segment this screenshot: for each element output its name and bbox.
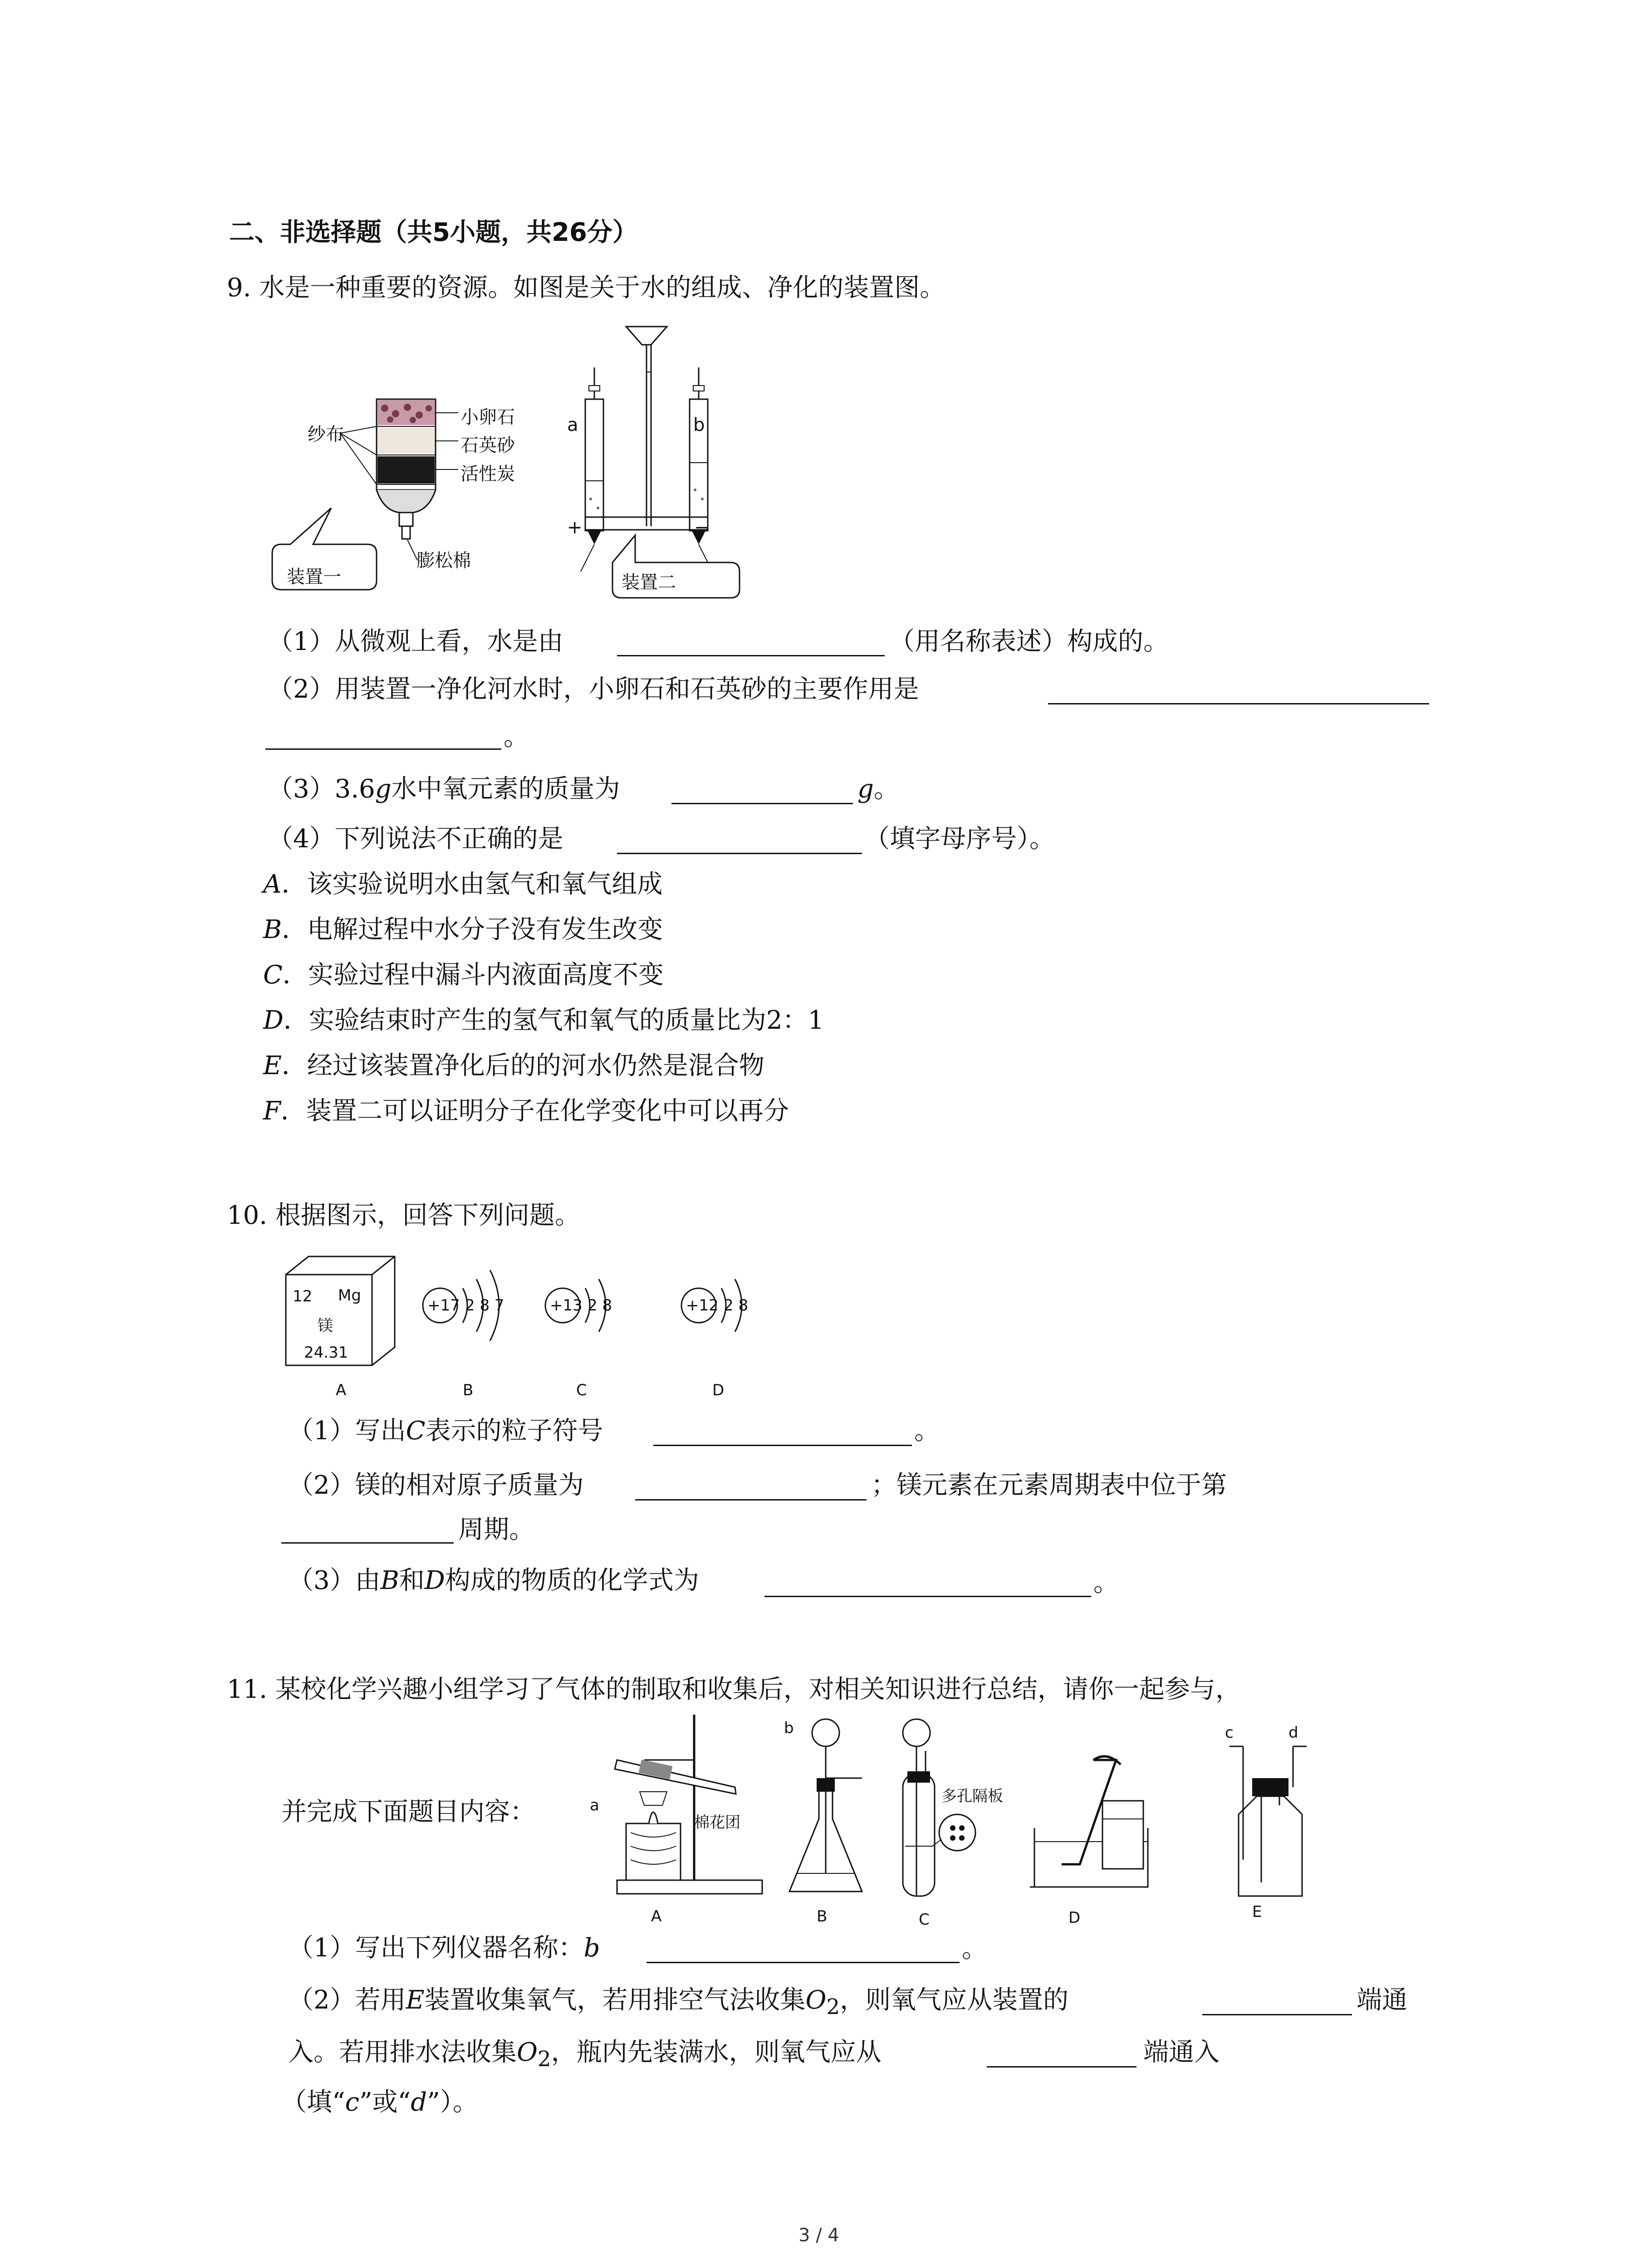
q11-label-A: A [651, 1907, 662, 1926]
q10-p2-pre: （2）镁的相对原子质量为 [288, 1471, 584, 1500]
q10-p3-end: 。 [1093, 1568, 1119, 1598]
page-number: 3 / 4 [798, 2225, 839, 2246]
label-a-fig: A [336, 1381, 347, 1399]
section-title: 二、非选择题（共5小题，共26分） [229, 218, 638, 247]
label-minus: − [694, 517, 710, 538]
q9-p4-pre: （4）下列说法不正确的是 [268, 824, 563, 854]
label-pebbles: 小卵石 [460, 407, 515, 428]
q10-p2-line2: 周期。 [458, 1515, 534, 1545]
q11-apparatus-b [780, 1715, 871, 1905]
element-symbol: Mg [338, 1286, 361, 1305]
q10-p2-blank-2[interactable] [281, 1542, 454, 1544]
atom-b-label: B [463, 1381, 474, 1399]
q11-label-a-port: a [590, 1796, 599, 1814]
q9-p1-blank[interactable] [617, 655, 885, 656]
q9-p3-blank[interactable] [671, 803, 853, 804]
q9-option-d: D．实验结束时产生的氢气和氧气的质量比为2：1 [263, 1006, 824, 1035]
q9-p2: （2）用装置一净化河水时，小卵石和石英砂的主要作用是 [268, 675, 919, 704]
q11-label-D: D [1068, 1909, 1081, 1927]
atom-c-nucleus: +13 [550, 1296, 583, 1315]
q9-p3-unit: g。 [857, 774, 899, 804]
label-cotton: 膨松棉 [416, 550, 471, 571]
label-quartz: 石英砂 [460, 435, 515, 456]
label-b: b [693, 415, 705, 435]
q11-apparatus-d [1025, 1751, 1180, 1905]
q11-stem: 11. 某校化学兴趣小组学习了气体的制取和收集后，对相关知识进行总结，请你一起参与， [227, 1675, 1241, 1704]
q11-p2-line3: （填“c”或“d”）。 [281, 2087, 478, 2117]
q11-p1-blank[interactable] [647, 1962, 960, 1963]
q11-label-b-port: b [784, 1719, 794, 1737]
q10-p1-end: 。 [914, 1416, 940, 1446]
q9-p4-post: （填字母序号）。 [864, 824, 1055, 854]
q11-label-C: C [919, 1911, 930, 1929]
q10-p1: （1）写出C表示的粒子符号 [288, 1416, 603, 1446]
q9-p3: （3）3.6g水中氧元素的质量为 [268, 774, 620, 804]
q11-apparatus-a [590, 1710, 789, 1905]
q10-p2-post: ；镁元素在元素周期表中位于第 [871, 1471, 1227, 1500]
q9-p4-blank[interactable] [617, 853, 862, 854]
q9-option-b: B．电解过程中水分子没有发生改变 [263, 915, 663, 944]
q10-p2-blank-1[interactable] [635, 1499, 867, 1501]
label-plus: + [567, 517, 583, 538]
label-a: a [567, 415, 578, 435]
q11-p2-d: 端通 [1357, 1985, 1407, 2015]
q11-label-cotton: 棉花团 [694, 1813, 740, 1832]
q9-p1-post: （用名称表述）构成的。 [889, 627, 1169, 656]
q9-figure-device2 [554, 318, 744, 599]
q10-p3-blank[interactable] [764, 1596, 1091, 1597]
q9-option-e: E．经过该装置净化后的的河水仍然是混合物 [263, 1051, 764, 1080]
q9-option-f: F．装置二可以证明分子在化学变化中可以再分 [263, 1096, 789, 1126]
q9-p2-end: 。 [504, 722, 529, 752]
q11-stem2: 并完成下面题目内容： [281, 1797, 535, 1827]
q9-p1-pre: （1）从微观上看，水是由 [268, 627, 563, 656]
q10-stem: 10. 根据图示，回答下列问题。 [227, 1201, 580, 1230]
label-device2: 装置二 [622, 572, 676, 593]
label-gauze: 纱布 [308, 424, 344, 445]
q11-p1-end: 。 [962, 1934, 987, 1964]
q11-label-c-port: c [1225, 1724, 1234, 1742]
atom-c-shells: 2 8 [588, 1296, 612, 1315]
q11-p1: （1）写出下列仪器名称：b [288, 1933, 600, 1963]
q10-p1-blank[interactable] [653, 1445, 912, 1446]
atom-d-nucleus: +12 [686, 1296, 719, 1315]
q9-p2-blank-2[interactable] [265, 748, 501, 750]
q9-option-a: A．该实验说明水由氢气和氧气组成 [263, 870, 663, 899]
q11-apparatus-c [889, 1715, 980, 1905]
q11-label-E: E [1252, 1903, 1262, 1921]
q11-p2-line2: 入。若用排水法收集$O_2$，瓶内先装满水，则氧气应从 [288, 2038, 882, 2072]
atom-d-shells: 2 8 [724, 1296, 749, 1315]
q11-p2: （2）若用E装置收集氧气，若用排空气法收集$O_2$，则氧气应从装置的 [288, 1985, 1069, 2020]
atom-c-label: C [576, 1381, 587, 1399]
element-name: 镁 [318, 1317, 333, 1335]
q11-p2-blank-2[interactable] [987, 2066, 1136, 2068]
q9-stem: 9. 水是一种重要的资源。如图是关于水的组成、净化的装置图。 [227, 273, 945, 303]
atom-b-nucleus: +17 [427, 1296, 460, 1315]
q9-option-c: C．实验过程中漏斗内液面高度不变 [263, 960, 664, 990]
q11-p2-line2-end: 端通入 [1143, 2038, 1220, 2067]
label-carbon: 活性炭 [460, 464, 515, 484]
atom-d-label: D [712, 1381, 725, 1399]
q11-label-porous: 多孔隔板 [941, 1787, 1003, 1805]
element-mass: 24.31 [304, 1344, 348, 1362]
q9-p2-blank-1[interactable] [1048, 703, 1429, 704]
element-number: 12 [293, 1287, 313, 1305]
atom-b-shells: 2 8 7 [465, 1296, 505, 1315]
q11-label-d-port: d [1288, 1724, 1298, 1742]
q11-label-B: B [817, 1907, 828, 1926]
q11-apparatus-e [1225, 1733, 1316, 1905]
label-device1: 装置一 [287, 567, 341, 587]
q10-p3: （3）由B和D构成的物质的化学式为 [288, 1566, 699, 1595]
q11-p2-blank-1[interactable] [1202, 2014, 1352, 2015]
